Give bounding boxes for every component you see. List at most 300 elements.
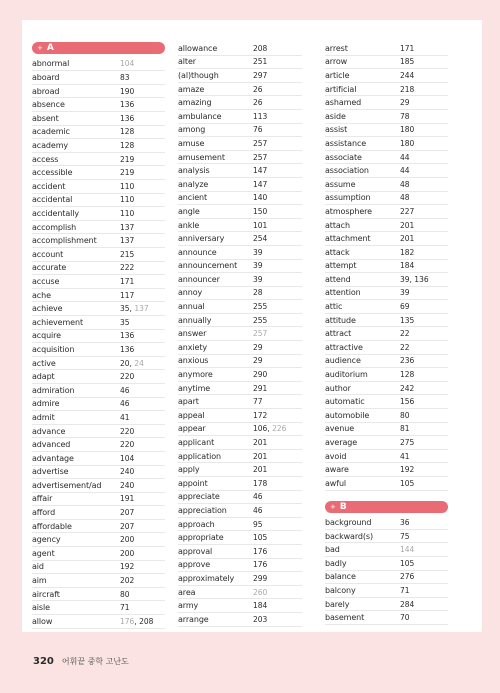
index-entry [32,520,165,534]
entry-word: backward(s) [325,531,373,541]
page-ref: 69 [400,302,410,312]
entry-list [325,42,448,491]
page-ref: 215 [120,249,135,259]
page-ref: 236 [400,356,415,366]
entry-word: amusement [178,152,225,162]
entry-word: attitude [325,315,356,325]
entry-pages [120,494,134,503]
page-ref: 35, [120,304,135,314]
entry-word: appreciation [178,505,227,515]
page-ref-secondary: 144 [400,545,415,555]
entry-word: amazing [178,98,212,108]
page-ref: 156 [400,397,415,407]
page-ref: 46 [120,399,130,409]
entry-pages [400,57,414,66]
index-entry [325,327,448,341]
entry-word: assume [325,179,356,189]
entry-pages [253,180,267,189]
page-ref: 113 [253,111,268,121]
index-entry [32,574,165,588]
entry-word: arrange [178,614,209,624]
entry-word: accident [32,181,66,191]
index-entry [32,85,165,99]
page-ref-secondary: 137 [134,304,149,314]
entry-list [32,58,165,629]
page-ref: 80 [400,410,410,420]
entry-pages [253,248,263,257]
page-ref: 136 [120,344,135,354]
index-entry [178,327,302,341]
index-entry [325,409,448,423]
entry-list [325,516,448,625]
page-ref: 80 [120,589,130,599]
entry-pages [120,59,134,68]
entry-pages [400,613,410,622]
page-ref: 172 [253,410,268,420]
plus-icon: + [37,44,43,52]
index-entry [325,557,448,571]
entry-pages [400,302,410,311]
page-ref: 20, [120,358,135,368]
entry-pages [253,85,263,94]
page-number: 320 [33,656,54,667]
entry-pages [400,139,414,148]
index-entry [325,584,448,598]
entry-word: acquisition [32,344,75,354]
entry-word: aboard [32,73,60,83]
entry-word: accurate [32,263,67,273]
page-ref: 201 [253,451,268,461]
entry-word: attach [325,220,350,230]
entry-pages [120,141,134,150]
entry-word: attack [325,247,350,257]
entry-pages [253,356,263,365]
index-entry [325,96,448,110]
page-ref: 26 [253,98,263,108]
entry-word: auditorium [325,370,368,380]
entry-pages [253,438,267,447]
entry-word: anytime [178,383,211,393]
index-column-3 [325,42,448,625]
entry-pages [253,221,267,230]
index-entry [32,506,165,520]
index-entry [325,368,448,382]
entry-pages [253,560,267,569]
page-ref: 180 [400,138,415,148]
entry-pages [253,316,267,325]
index-entry [325,450,448,464]
index-entry [32,466,165,480]
page-ref: 81 [400,424,410,434]
entry-word: admit [32,412,55,422]
index-entry [178,559,302,573]
entry-word: advertisement/ad [32,480,102,490]
entry-word: aid [32,562,44,572]
entry-pages [400,85,414,94]
page-ref: 128 [400,370,415,380]
entry-word: accidental [32,195,73,205]
entry-pages [120,263,134,272]
page-ref: 201 [253,465,268,475]
section-header-b [325,501,448,513]
index-entry [178,355,302,369]
page-ref: 185 [400,57,415,67]
page-ref: 106, [253,424,273,434]
entry-word: avoid [325,451,347,461]
entry-pages [400,452,410,461]
index-entry [32,479,165,493]
entry-word: appropriate [178,533,224,543]
page-ref: 147 [253,179,268,189]
page-ref: 251 [253,57,268,67]
page-ref: 201 [400,234,415,244]
entry-word: attachment [325,234,371,244]
page-ref: 95 [253,519,263,529]
entry-pages [400,370,414,379]
entry-word: analyze [178,179,209,189]
entry-word: analysis [178,166,210,176]
entry-pages [400,465,414,474]
page-ref: 29 [253,342,263,352]
entry-pages [120,440,134,449]
index-entry [32,194,165,208]
page-ref: 200 [120,548,135,558]
entry-word: account [32,249,64,259]
index-entry [178,586,302,600]
entry-pages [253,574,267,583]
entry-pages [253,506,263,515]
page-ref-secondary: 257 [253,329,268,339]
entry-word: balance [325,572,356,582]
entry-pages [253,288,263,297]
page-ref: 135 [400,315,415,325]
index-entry [178,83,302,97]
page-ref: 70 [400,613,410,623]
entry-word: amuse [178,138,205,148]
index-entry [325,423,448,437]
index-entry [325,232,448,246]
entry-word: aisle [32,603,50,613]
index-entry [325,611,448,625]
index-column-1 [32,42,165,629]
entry-word: angle [178,206,200,216]
entry-pages [120,223,134,232]
page-ref: 46 [253,492,263,502]
entry-pages [400,288,410,297]
entry-pages [253,329,267,338]
entry-pages [120,87,134,96]
entry-word: ambulance [178,111,222,121]
entry-word: approval [178,546,213,556]
page-ref: 203 [253,614,268,624]
entry-pages [120,114,134,123]
entry-word: among [178,125,206,135]
index-entry [325,178,448,192]
entry-word: association [325,166,369,176]
page-ref: 150 [253,206,268,216]
index-entry [32,234,165,248]
index-entry [32,316,165,330]
page-ref: 128 [120,127,135,137]
entry-word: apply [178,465,200,475]
index-entry [32,153,165,167]
index-entry [178,395,302,409]
entry-word: answer [178,329,207,339]
entry-word: audience [325,356,361,366]
page-ref: 29 [400,98,410,108]
entry-word: abroad [32,86,60,96]
entry-word: basement [325,613,365,623]
entry-pages [400,479,414,488]
page-ref: 22 [400,342,410,352]
index-entry [325,382,448,396]
entry-pages [400,572,414,581]
entry-pages [253,112,267,121]
index-entry [178,409,302,423]
entry-pages [120,209,134,218]
index-entry [32,302,165,316]
page-ref: 207 [120,508,135,518]
entry-pages [400,234,414,243]
entry-pages [253,601,267,610]
page-ref: 254 [253,234,268,244]
index-entry [32,166,165,180]
index-entry [325,69,448,83]
index-entry [325,219,448,233]
index-entry [325,543,448,557]
entry-pages [120,277,134,286]
entry-word: achievement [32,317,83,327]
entry-word: admiration [32,385,75,395]
page-ref: 28 [253,288,263,298]
entry-pages [120,617,153,626]
index-entry [178,572,302,586]
page-ref-secondary: 226 [272,424,287,434]
index-entry [32,533,165,547]
page-ref: 26 [253,84,263,94]
entry-pages [120,127,134,136]
entry-pages [253,343,263,352]
index-entry [325,273,448,287]
entry-word: allow [32,616,53,626]
page-ref: 137 [120,222,135,232]
index-entry [325,151,448,165]
index-entry [178,545,302,559]
index-entry [325,124,448,138]
page-ref: 208 [253,43,268,53]
index-entry [32,370,165,384]
index-entry [32,547,165,561]
page-ref: 105 [253,533,268,543]
page-ref: 220 [120,372,135,382]
entry-pages [253,465,267,474]
index-entry [178,477,302,491]
entry-pages [400,193,410,202]
entry-pages [400,411,410,420]
page-ref: 184 [400,261,415,271]
page-ref: 276 [400,572,415,582]
page-ref: 44 [400,152,410,162]
entry-word: automobile [325,410,370,420]
index-entry [325,395,448,409]
page-ref: 191 [120,494,135,504]
page-ref: 117 [120,290,135,300]
page-ref: 147 [253,166,268,176]
entry-pages [253,71,267,80]
entry-pages [120,549,134,558]
page-ref-secondary: 260 [253,587,268,597]
index-entry [32,330,165,344]
entry-pages [120,603,130,612]
entry-pages [253,533,267,542]
entry-pages [120,236,134,245]
index-entry [178,205,302,219]
page-ref: 48 [400,193,410,203]
index-entry [178,164,302,178]
index-entry [32,588,165,602]
index-entry [178,219,302,233]
entry-word: army [178,601,199,611]
index-entry [178,232,302,246]
entry-pages [253,302,267,311]
entry-pages [253,384,267,393]
page-ref: 46 [253,505,263,515]
entry-pages [400,438,414,447]
page-ref: 41 [120,412,130,422]
index-entry [178,382,302,396]
entry-word: ashamed [325,98,362,108]
index-entry [178,69,302,83]
entry-pages [253,588,267,597]
index-entry [32,425,165,439]
page-ref: 242 [400,383,415,393]
entry-word: allowance [178,43,218,53]
entry-pages [253,452,267,461]
entry-word: acquire [32,331,62,341]
entry-word: announce [178,247,217,257]
section-letter: A [46,43,54,53]
entry-pages [400,221,414,230]
page-ref: 297 [253,70,268,80]
page-ref: 220 [120,426,135,436]
entry-pages [400,559,414,568]
page-ref: 44 [400,166,410,176]
entry-pages [120,413,130,422]
page-ref: 35 [120,317,130,327]
index-entry [178,300,302,314]
page-ref: 39 [400,288,410,298]
index-entry [325,341,448,355]
index-entry [32,262,165,276]
entry-word: associate [325,152,362,162]
entry-pages [120,359,144,368]
entry-pages [120,345,134,354]
entry-pages [253,139,267,148]
entry-pages [253,479,267,488]
entry-pages [120,508,134,517]
page-ref: 240 [120,467,135,477]
entry-pages [400,600,414,609]
index-entry [32,438,165,452]
index-entry [32,289,165,303]
page-ref: 257 [253,138,268,148]
page-ref: 22 [400,329,410,339]
page-ref: 219 [120,154,135,164]
page-ref: 76 [253,125,263,135]
entry-word: anymore [178,370,213,380]
entry-list [178,42,302,627]
page-ref-secondary: 24 [134,358,144,368]
page-ref: 201 [400,220,415,230]
index-entry [178,450,302,464]
entry-pages [120,168,134,177]
book-title: 어휘끝 중학 고난도 [61,657,129,666]
page-ref: , 208 [134,616,154,626]
index-page [22,20,482,632]
page-ref: 83 [120,73,130,83]
index-entry [178,287,302,301]
index-entry [178,613,302,627]
page-ref: 284 [400,599,415,609]
page-ref: 136 [120,331,135,341]
index-entry [178,341,302,355]
entry-pages [253,520,263,529]
entry-pages [120,155,134,164]
index-entry [178,463,302,477]
entry-word: advertise [32,467,69,477]
index-entry [178,423,302,437]
entry-word: advantage [32,453,74,463]
entry-pages [120,590,130,599]
page-ref: 137 [120,236,135,246]
entry-pages [400,71,414,80]
page-ref: 105 [400,478,415,488]
entry-pages [120,100,134,109]
page-ref: 180 [400,125,415,135]
entry-word: aircraft [32,589,60,599]
entry-word: awful [325,478,347,488]
index-entry [325,260,448,274]
section-header-a [32,42,165,54]
page-ref: 218 [400,84,415,94]
entry-pages [253,193,267,202]
index-entry [325,300,448,314]
entry-word: achieve [32,304,63,314]
entry-word: appreciate [178,492,220,502]
entry-pages [120,331,134,340]
index-entry [178,151,302,165]
page-ref: 201 [253,438,268,448]
page-ref: 240 [120,480,135,490]
entry-pages [120,454,134,463]
entry-pages [253,275,263,284]
index-entry [325,246,448,260]
page-ref: 110 [120,195,135,205]
index-entry [325,571,448,585]
index-entry [32,139,165,153]
entry-pages [400,125,414,134]
entry-pages [253,166,267,175]
index-entry [178,110,302,124]
index-entry [32,384,165,398]
index-entry [178,178,302,192]
entry-pages [400,384,414,393]
page-ref: 182 [400,247,415,257]
entry-word: accidentally [32,209,80,219]
page-ref: 220 [120,440,135,450]
entry-word: article [325,70,350,80]
entry-word: announcement [178,261,238,271]
